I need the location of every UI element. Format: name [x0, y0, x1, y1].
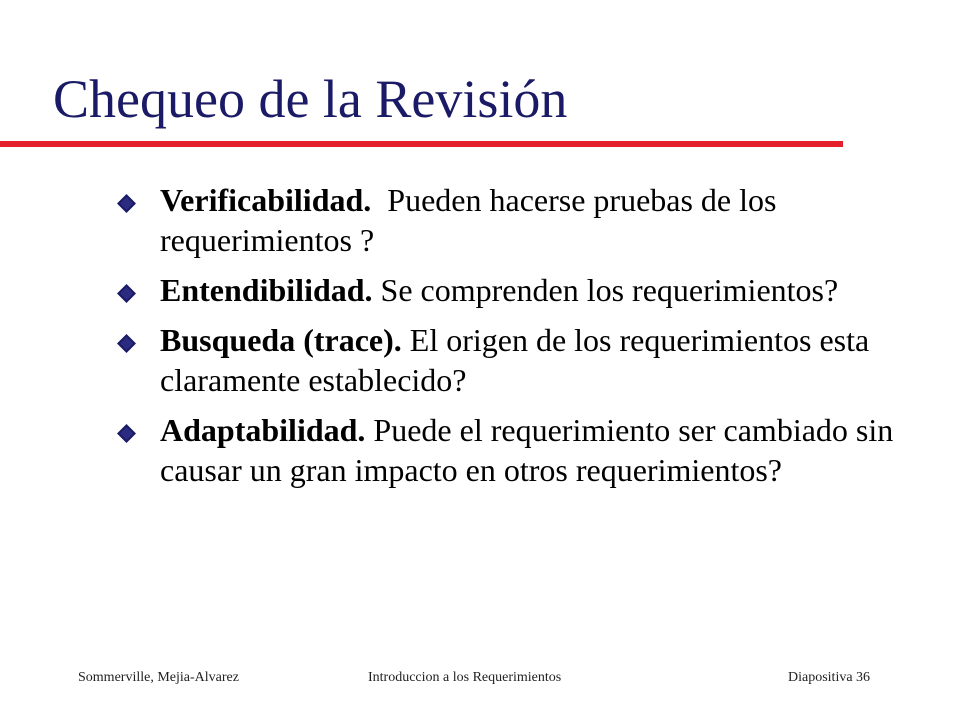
bullet-text: Puede el requerimiento ser cambiado sin causar un gran impacto en otros requerimientos? — [160, 412, 902, 488]
bullet-item-verificabilidad — [115, 180, 915, 260]
bullet-item-entendibilidad — [115, 270, 915, 310]
bullet-term: Entendibilidad. — [160, 272, 373, 308]
bullet-item-busqueda — [115, 320, 915, 400]
bullet-text: Se comprenden los requerimientos? — [372, 272, 839, 308]
footer-course-title: Introduccion a los Requerimientos — [368, 670, 562, 685]
diamond-bullet-icon — [117, 194, 136, 213]
bullet-item-adaptabilidad — [115, 410, 915, 490]
bullet-text: Pueden hacerse pruebas de los requerimientos ? — [160, 182, 785, 258]
bullet-term: Verificabilidad. — [160, 182, 372, 218]
footer-authors: Sommerville, Mejia-Alvarez — [78, 670, 239, 685]
diamond-bullet-icon — [117, 424, 136, 443]
title-underline — [0, 141, 843, 147]
footer-slide-number: Diapositiva 36 — [788, 670, 871, 685]
diamond-bullet-icon — [117, 334, 136, 353]
bullet-term: Busqueda (trace). — [160, 322, 402, 358]
bullet-list — [115, 180, 915, 500]
bullet-term: Adaptabilidad. — [160, 412, 366, 448]
slide-title: Chequeo de la Revisión — [53, 69, 568, 129]
diamond-bullet-icon — [117, 284, 136, 303]
bullet-text: El origen de los requerimientos esta claramente establecido? — [160, 322, 878, 398]
